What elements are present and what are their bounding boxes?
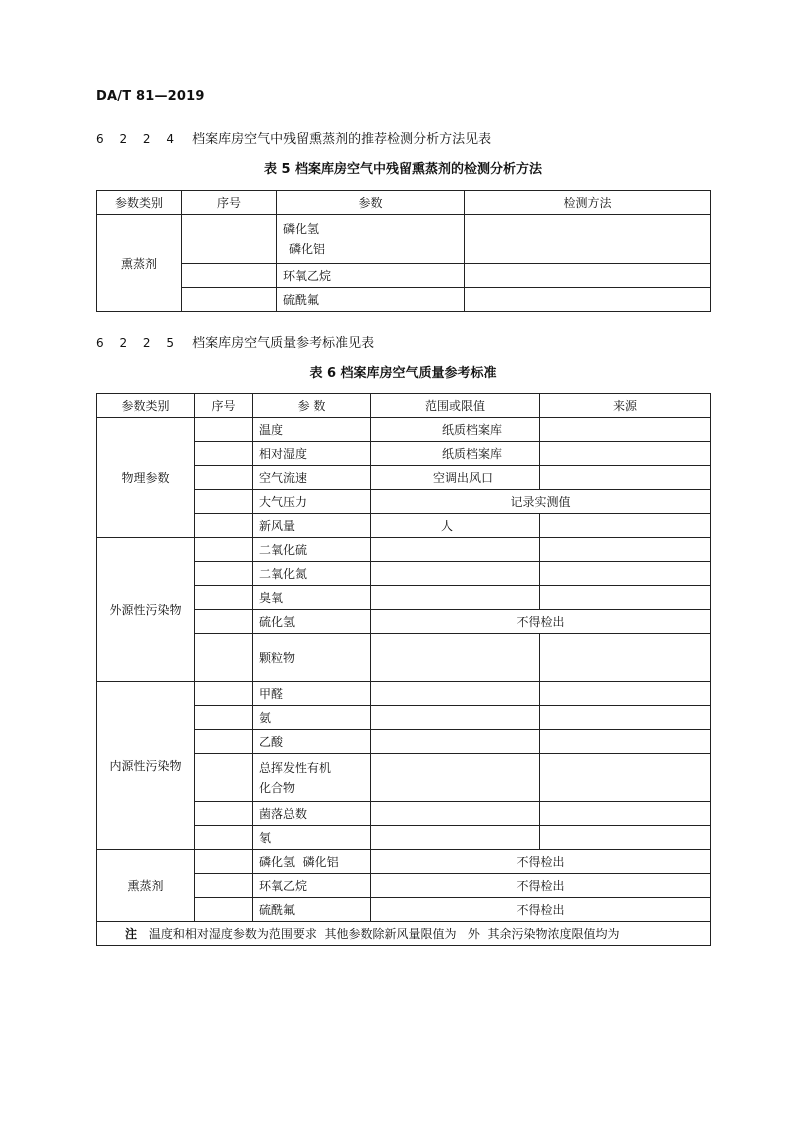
index-cell [195,706,253,730]
index-cell [195,802,253,826]
param-cell: 臭氧 [253,586,371,610]
param-line: 磷化氢 [283,222,320,236]
range-cell [371,562,540,586]
range-cell: 纸质档案库 [371,418,540,442]
index-cell [195,442,253,466]
source-cell [540,826,711,850]
table-row [97,538,711,562]
index-cell [195,898,253,922]
index-cell [195,826,253,850]
column-header: 范围或限值 [371,394,540,418]
index-cell [182,288,277,312]
index-cell [182,215,277,264]
range-cell [371,754,540,802]
source-cell [540,466,711,490]
table-row [97,418,711,442]
column-header: 参数 [277,191,465,215]
index-cell [195,850,253,874]
range-cell: 纸质档案库 [371,442,540,466]
range-cell [371,826,540,850]
param-cell: 二氧化硫 [253,538,371,562]
merged-range-cell: 不得检出 [371,898,711,922]
merged-range-cell: 不得检出 [371,850,711,874]
table-header-row [97,191,711,215]
merged-range-cell: 记录实测值 [371,490,711,514]
column-header: 来源 [540,394,711,418]
param-cell: 大气压力 [253,490,371,514]
source-cell [540,562,711,586]
param-cell: 相对湿度 [253,442,371,466]
column-header: 参数类别 [97,394,195,418]
clause-6225 [96,332,374,351]
source-cell [540,706,711,730]
clause-number: 6 2 2 4 [96,132,180,146]
column-header: 序号 [182,191,277,215]
index-cell [195,418,253,442]
index-cell [195,754,253,802]
category-cell: 内源性污染物 [97,682,195,850]
table6 [96,393,711,946]
column-header: 序号 [195,394,253,418]
category-cell: 熏蒸剂 [97,850,195,922]
merged-range-cell: 不得检出 [371,874,711,898]
note-text: 温度和相对湿度参数为范围要求 其他参数除新风量限值为 外 其余污染物浓度限值均为 [148,927,620,941]
param-cell: 环氧乙烷 [253,874,371,898]
source-cell [540,442,711,466]
param-line: 化合物 [259,780,296,795]
note-label: 注 [125,927,138,941]
index-cell [195,586,253,610]
method-cell [465,215,711,264]
source-cell [540,538,711,562]
index-cell [195,466,253,490]
source-cell [540,634,711,682]
range-cell [371,586,540,610]
clause-text: 档案库房空气质量参考标准见表 [192,336,375,351]
range-cell [371,706,540,730]
document-code: DA/T 81—2019 [96,89,205,104]
index-cell [182,264,277,288]
param-cell: 硫酰氟 [253,898,371,922]
param-cell: 氨 [253,706,371,730]
table5-caption: 表 5 档案库房空气中残留熏蒸剂的检测分析方法 [263,162,543,177]
param-cell: 颗粒物 [253,634,371,682]
range-cell [371,538,540,562]
table5 [96,190,711,312]
table-row [97,850,711,874]
param-cell: 硫化氢 [253,610,371,634]
category-cell: 熏蒸剂 [97,215,182,312]
param-cell: 环氧乙烷 [277,264,465,288]
range-cell [371,802,540,826]
source-cell [540,586,711,610]
source-cell [540,802,711,826]
table-header-row [97,394,711,418]
clause-6224 [96,128,491,147]
table-row [97,264,711,288]
index-cell [195,562,253,586]
param-cell: 新风量 [253,514,371,538]
column-header: 检测方法 [465,191,711,215]
source-cell [540,514,711,538]
range-cell: 空调出风口 [371,466,540,490]
param-cell: 硫酰氟 [277,288,465,312]
table-note-row [97,922,711,946]
range-cell [371,634,540,682]
table-note [97,922,711,946]
index-cell [195,610,253,634]
method-cell [465,264,711,288]
method-cell [465,288,711,312]
table-row [97,215,711,264]
param-cell [253,754,371,802]
column-header: 参数类别 [97,191,182,215]
index-cell [195,490,253,514]
clause-text: 档案库房空气中残留熏蒸剂的推荐检测分析方法见表 [192,132,492,147]
range-cell [371,730,540,754]
merged-range-cell: 不得检出 [371,610,711,634]
param-cell [277,215,465,264]
index-cell [195,730,253,754]
param-line: 总挥发性有机 [259,760,332,775]
clause-number: 6 2 2 5 [96,336,180,350]
source-cell [540,754,711,802]
table-row [97,288,711,312]
table-row [97,682,711,706]
param-cell: 空气流速 [253,466,371,490]
param-cell: 甲醛 [253,682,371,706]
table6-caption: 表 6 档案库房空气质量参考标准 [309,366,497,381]
param-cell: 温度 [253,418,371,442]
source-cell [540,418,711,442]
source-cell [540,730,711,754]
index-cell [195,682,253,706]
column-header: 参 数 [253,394,371,418]
param-cell: 氡 [253,826,371,850]
param-cell: 菌落总数 [253,802,371,826]
param-line: 磷化铝 [289,242,326,256]
category-cell: 外源性污染物 [97,538,195,682]
index-cell [195,514,253,538]
param-cell: 二氧化氮 [253,562,371,586]
index-cell [195,874,253,898]
category-cell: 物理参数 [97,418,195,538]
range-cell: 人 [371,514,540,538]
range-cell [371,682,540,706]
param-cell: 磷化氢 磷化铝 [253,850,371,874]
index-cell [195,634,253,682]
source-cell [540,682,711,706]
param-cell: 乙酸 [253,730,371,754]
index-cell [195,538,253,562]
